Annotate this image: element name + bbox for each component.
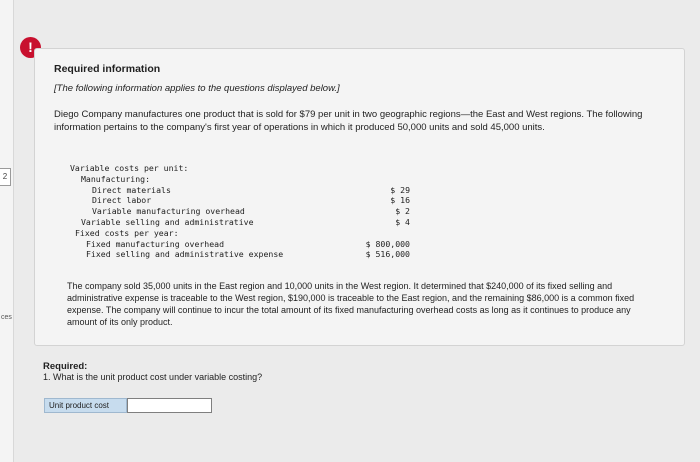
required-information-heading: Required information bbox=[54, 63, 161, 75]
sales-paragraph: The company sold 35,000 units in the East region and 10,000 units in the West region. It determined that $240,000 of its fixed selling and administrative expense is traceable to the West region, $190,000 is traceable to the East region, and the remaining $86,000 is a common fixed expense. The company will continue to incur the total amount of its fixed manufacturing overhead costs as long as it continues to produce any amount of its only product. bbox=[67, 281, 635, 327]
cost-value: $ 516,000 bbox=[365, 249, 410, 260]
question-text: 1. What is the unit product cost under variable costing? bbox=[43, 372, 263, 382]
cost-value: $ 16 bbox=[390, 195, 410, 206]
cost-label: Fixed selling and administrative expense bbox=[86, 249, 284, 260]
cost-table-row bbox=[70, 174, 410, 185]
question-number-tab[interactable]: 2 bbox=[0, 168, 11, 186]
cost-label: Variable selling and administrative bbox=[81, 216, 254, 227]
alert-icon: ! bbox=[20, 37, 41, 58]
answer-row bbox=[44, 398, 212, 413]
required-information-panel bbox=[34, 48, 685, 346]
cost-table-row bbox=[70, 228, 410, 239]
cost-table-row bbox=[70, 249, 410, 260]
intro-paragraph: Diego Company manufactures one product that is sold for $79 per unit in two geographic regions—the East and West regions. The following information pertains to the company's first year of operations in which it produced 50,000 units and sold 45,000 units. bbox=[54, 109, 643, 133]
cost-label: Direct labor bbox=[92, 195, 152, 206]
sidebar-label: ces bbox=[1, 314, 12, 321]
cost-value: $ 800,000 bbox=[365, 238, 410, 249]
required-heading: Required: bbox=[43, 361, 88, 372]
cost-label: Direct materials bbox=[92, 184, 171, 195]
variable-costs-title: Variable costs per unit: bbox=[70, 163, 189, 173]
cost-table-row bbox=[70, 217, 410, 228]
cost-table-row bbox=[70, 239, 410, 250]
fixed-costs-title: Fixed costs per year: bbox=[75, 227, 179, 238]
cost-table-row bbox=[70, 185, 410, 196]
cost-table-row bbox=[70, 206, 410, 217]
cost-table bbox=[70, 163, 410, 260]
left-sidebar-strip bbox=[0, 0, 14, 462]
information-note: [The following information applies to the questions displayed below.] bbox=[54, 83, 340, 94]
cost-value: $ 4 bbox=[395, 216, 410, 227]
unit-product-cost-input[interactable] bbox=[127, 398, 212, 413]
unit-product-cost-label: Unit product cost bbox=[44, 398, 127, 413]
cost-label: Variable manufacturing overhead bbox=[92, 206, 245, 217]
cost-value: $ 2 bbox=[395, 206, 410, 217]
cost-value: $ 29 bbox=[390, 184, 410, 195]
cost-table-row bbox=[70, 195, 410, 206]
cost-table-row bbox=[70, 163, 410, 174]
manufacturing-title: Manufacturing: bbox=[81, 173, 151, 184]
cost-label: Fixed manufacturing overhead bbox=[86, 238, 225, 249]
